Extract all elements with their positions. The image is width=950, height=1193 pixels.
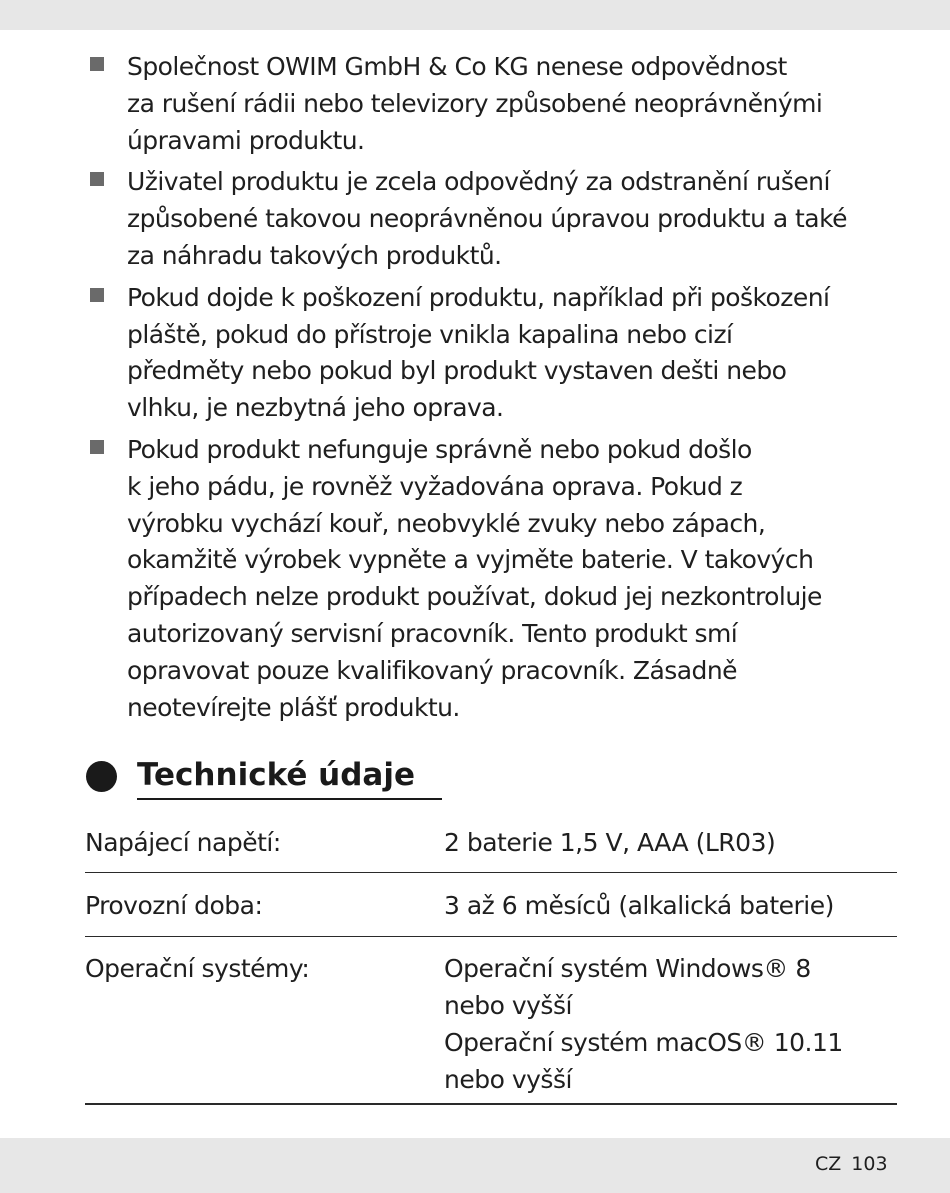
square-bullet-icon (90, 57, 104, 71)
spec-value: 2 baterie 1,5 V, AAA (LR03) (444, 828, 776, 857)
bullet-text-line: neotevírejte plášť produktu. (127, 692, 460, 722)
spec-value: Operační systém macOS® 10.11 (444, 1028, 843, 1057)
bullet-item (88, 280, 903, 427)
spec-value: Operační systém Windows® 8 (444, 954, 811, 983)
spec-value: 3 až 6 měsíců (alkalická baterie) (444, 891, 834, 920)
filled-circle-icon (86, 761, 117, 792)
spec-table (85, 815, 897, 1106)
spec-label: Napájecí napětí: (85, 828, 281, 857)
bullet-text-line: k jeho pádu, je rovněž vyžadována oprava. Pokud z (127, 471, 743, 501)
bullet-text-line: vlhku, je nezbytná jeho oprava. (127, 393, 504, 423)
bullet-text-line: za rušení rádii nebo televizory způsobené neoprávněnými (127, 88, 823, 118)
spec-row-power (85, 815, 897, 873)
bullet-item (88, 49, 903, 159)
safety-bullet-list (88, 49, 903, 731)
bullet-text-line: předměty nebo pokud byl produkt vystaven dešti nebo (127, 356, 787, 386)
page-bottom-band (0, 1138, 950, 1193)
bullet-item (88, 432, 903, 726)
bullet-text-line: opravovat pouze kvalifikovaný pracovník. Zásadně (127, 655, 737, 685)
bullet-text-line: Uživatel produktu je zcela odpovědný za odstranění rušení (127, 167, 830, 197)
spec-value: nebo vyšší (444, 991, 572, 1020)
page-footer (815, 1152, 898, 1176)
bullet-item (88, 164, 903, 274)
bullet-text-line: způsobené takovou neoprávněnou úpravou produktu a také (127, 204, 847, 234)
page-number: 103 (851, 1153, 888, 1175)
language-code: CZ (815, 1153, 842, 1175)
title-underline (137, 798, 442, 800)
bullet-text-line: Společnost OWIM GmbH & Co KG nenese odpovědnost (127, 52, 787, 81)
spec-label: Provozní doba: (85, 891, 263, 920)
spec-value: nebo vyšší (444, 1065, 572, 1094)
page-top-band (0, 0, 950, 30)
bullet-text-line: pláště, pokud do přístroje vnikla kapalina nebo cizí (127, 319, 733, 349)
bullet-text-line: za náhradu takových produktů. (127, 240, 502, 270)
square-bullet-icon (90, 172, 104, 186)
bullet-text-line: případech nelze produkt používat, dokud jej nezkontroluje (127, 582, 822, 612)
table-bottom-rule (85, 1103, 897, 1105)
spec-row-runtime (85, 873, 897, 937)
section-title: Technické údaje (137, 757, 416, 793)
square-bullet-icon (90, 288, 104, 302)
square-bullet-icon (90, 440, 104, 454)
bullet-text-line: úpravami produktu. (127, 125, 365, 155)
bullet-text-line: okamžitě výrobek vypněte a vyjměte baterie. V takových (127, 545, 814, 575)
spec-label: Operační systémy: (85, 954, 310, 983)
spec-row-os (85, 937, 897, 1106)
bullet-text-line: Pokud produkt nefunguje správně nebo pokud došlo (127, 434, 752, 464)
bullet-text-line: Pokud dojde k poškození produktu, například při poškození (127, 282, 830, 312)
bullet-text-line: autorizovaný servisní pracovník. Tento produkt smí (127, 618, 738, 648)
bullet-text-line: výrobku vychází kouř, neobvyklé zvuky nebo zápach, (127, 508, 766, 538)
